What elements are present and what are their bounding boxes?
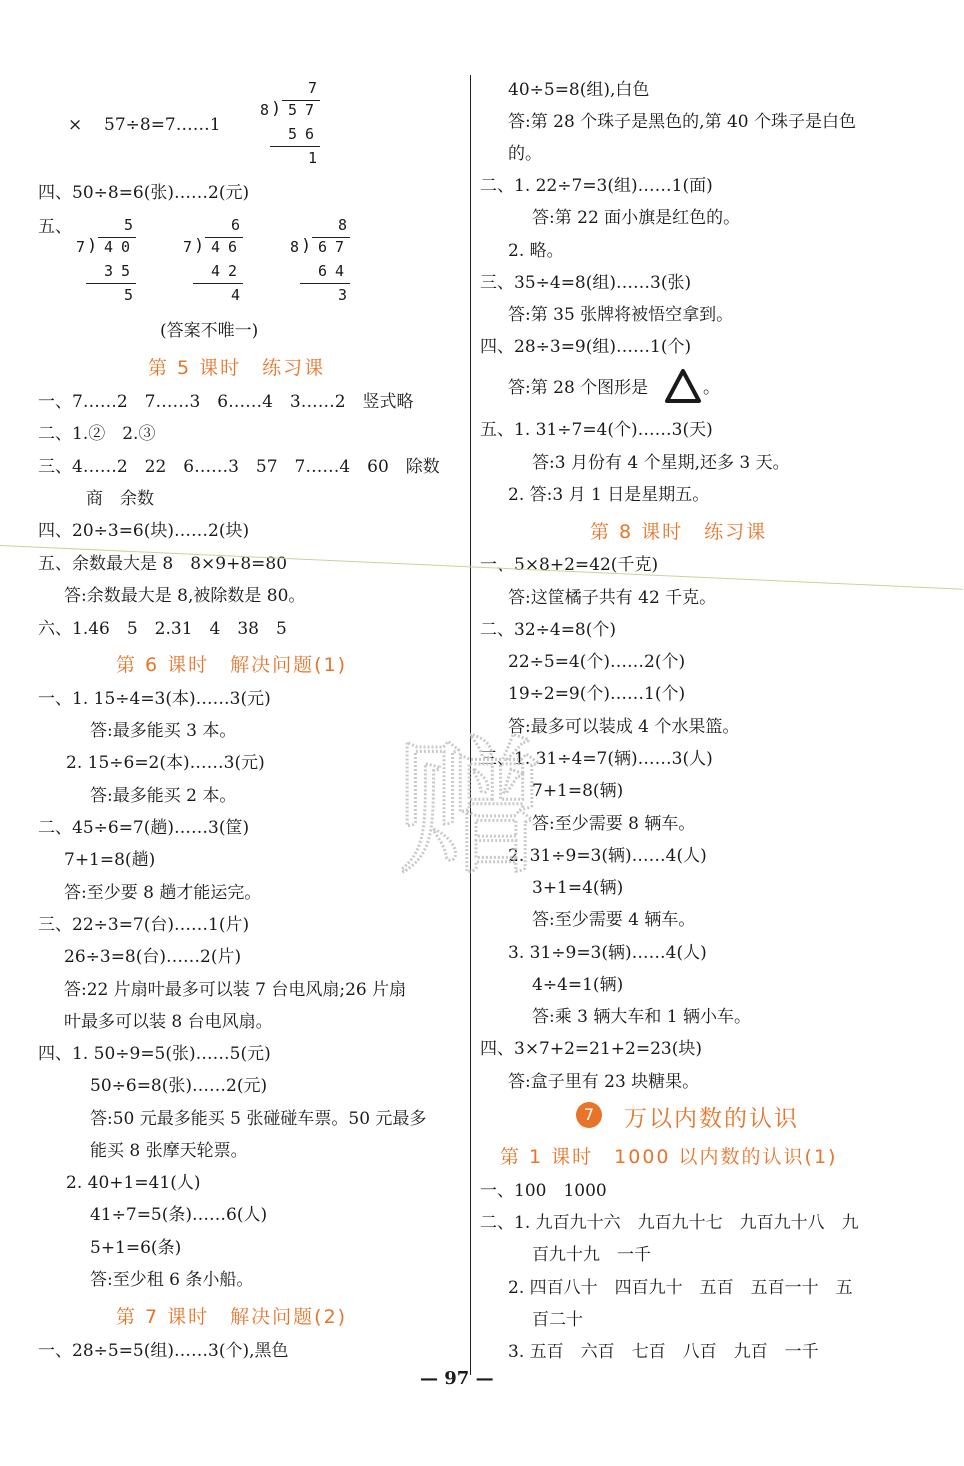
answer-line: 一、1. 15÷4=3(本)……3(元) [38,689,271,709]
answer-line: 四、28÷3=9(组)……1(个) [480,337,692,357]
answer-line: 答:至少需要 4 辆车。 [532,910,696,930]
unit-number-badge: 7 [576,1102,602,1128]
answer-line: 的。 [508,144,542,164]
lesson-heading: 第 6 课时 解决问题(1) [116,654,348,676]
answer-line: 答:最多能买 3 本。 [90,721,237,741]
lesson-heading: 第 7 课时 解决问题(2) [116,1306,348,1328]
answer-line: 答:余数最大是 8,被除数是 80。 [64,586,306,606]
answer-line: 六、1.46 5 2.31 4 38 5 [38,619,287,639]
answer-line: 答:最多可以装成 4 个水果篮。 [508,717,740,737]
lesson-heading: 第 5 课时 练习课 [148,357,326,379]
answer-line: 2. 略。 [508,241,564,261]
answer-line: 5+1=6(条) [90,1238,182,1258]
answer-line: 三、22÷3=7(台)……1(片) [38,915,250,935]
answer-line: 答:3 月份有 4 个星期,还多 3 天。 [532,453,790,473]
answer-line: 四、20÷3=6(块)……2(块) [38,521,250,541]
answer-line: 百二十 [532,1310,583,1330]
answer-line: 2. 40+1=41(人) [66,1173,201,1193]
answer-line: 答:第 28 个珠子是黑色的,第 40 个珠子是白色 [508,112,857,132]
answer-line: 答:22 片扇叶最多可以装 7 台电风扇;26 片扇 [64,980,407,1000]
answer-line: 2. 四百八十 四百九十 五百 五百一十 五 [508,1278,853,1298]
answer-line: 答:50 元最多能买 5 张碰碰车票。50 元最多 [90,1109,427,1129]
answer-line: 一、5×8+2=42(千克) [480,555,659,575]
answer-line: 3+1=4(辆) [532,878,624,898]
note: (答案不唯一) [160,321,259,341]
answer-line: 26÷3=8(台)……2(片) [64,947,242,967]
answer-line: 50÷6=8(张)……2(元) [90,1076,268,1096]
section-5-label: 五、 [38,217,72,237]
answer-line: 四、3×7+2=21+2=23(块) [480,1039,703,1059]
answer-line: 商 余数 [86,489,154,509]
lesson-heading: 第 8 课时 练习课 [590,521,768,543]
answer-line: 3. 五百 六百 七百 八百 九百 一千 [508,1342,819,1362]
answer-line: 一、7……2 7……3 6……4 3……2 竖式略 [38,392,414,412]
answer-line: 2. 31÷9=3(辆)……4(人) [508,846,707,866]
answer-line: 7+1=8(辆) [532,781,624,801]
answer-line: 答:第 35 张牌将被悟空拿到。 [508,305,734,325]
answer-line: 22÷5=4(个)……2(个) [508,652,686,672]
answer-line: 答:第 28 个图形是 [508,378,649,398]
section-4: 四、50÷8=6(张)……2(元) [38,183,250,203]
answer-line: 二、32÷4=8(个) [480,620,617,640]
answer-line: 一、28÷5=5(组)……3(个),黑色 [38,1341,289,1361]
answer-line: 2. 15÷6=2(本)……3(元) [66,753,265,773]
answer-line: 答:盒子里有 23 块糖果。 [508,1072,700,1092]
answer-line: 二、1. 九百九十六 九百九十七 九百九十八 九 [480,1213,859,1233]
answer-line: 答:最多能买 2 本。 [90,786,237,806]
watermark-glyph [380,720,560,890]
answer-line: 二、45÷6=7(趟)……3(筐) [38,818,250,838]
period: 。 [703,378,720,398]
answer-line: 40÷5=8(组),白色 [508,80,650,100]
answer-line: 答:第 22 面小旗是红色的。 [532,208,741,228]
answer-line: 能买 8 张摩天轮票。 [90,1141,248,1161]
answer-line: 五、余数最大是 8 8×9+8=80 [38,554,288,574]
equation: 57÷8=7……1 [104,115,221,135]
answer-line: 三、1. 31÷4=7(辆)……3(人) [480,749,713,769]
triangle-icon [663,367,703,405]
answer-line: 答:乘 3 辆大车和 1 辆小车。 [532,1007,751,1027]
answer-line: 答:至少要 8 趟才能运完。 [64,883,262,903]
page-number: — 97 — [420,1368,494,1389]
answer-line: 五、1. 31÷7=4(个)……3(天) [480,420,713,440]
answer-line: 答:至少需要 8 辆车。 [532,814,696,834]
answer-line: 3. 31÷9=3(辆)……4(人) [508,943,707,963]
wrong-mark: × [68,115,83,135]
answer-line: 7+1=8(趟) [64,850,156,870]
svg-text:赠: 赠 [394,722,546,890]
lesson-heading: 第 1 课时 1000 以内数的认识(1) [500,1146,838,1168]
answer-line: 答:这筐橘子共有 42 千克。 [508,588,717,608]
answer-line: 三、35÷4=8(组)……3(张) [480,273,692,293]
answer-line: 41÷7=5(条)……6(人) [90,1205,268,1225]
answer-line: 二、1. 22÷7=3(组)……1(面) [480,176,713,196]
answer-line: 4÷4=1(辆) [532,975,624,995]
answer-line: 19÷2=9(个)……1(个) [508,684,686,704]
watermark [380,720,560,890]
answer-line: 答:至少租 6 条小船。 [90,1270,254,1290]
unit-title: 万以内数的认识 [624,1106,799,1132]
answer-line: 百九十九 一千 [532,1245,651,1265]
answer-line: 一、100 1000 [480,1181,607,1201]
answer-line: 叶最多可以装 8 台电风扇。 [64,1012,273,1032]
answer-line: 四、1. 50÷9=5(张)……5(元) [38,1044,271,1064]
answer-line: 三、4……2 22 6……3 57 7……4 60 除数 [38,457,440,477]
answer-line: 二、1.② 2.③ [38,424,156,444]
answer-line: 2. 答:3 月 1 日是星期五。 [508,485,710,505]
